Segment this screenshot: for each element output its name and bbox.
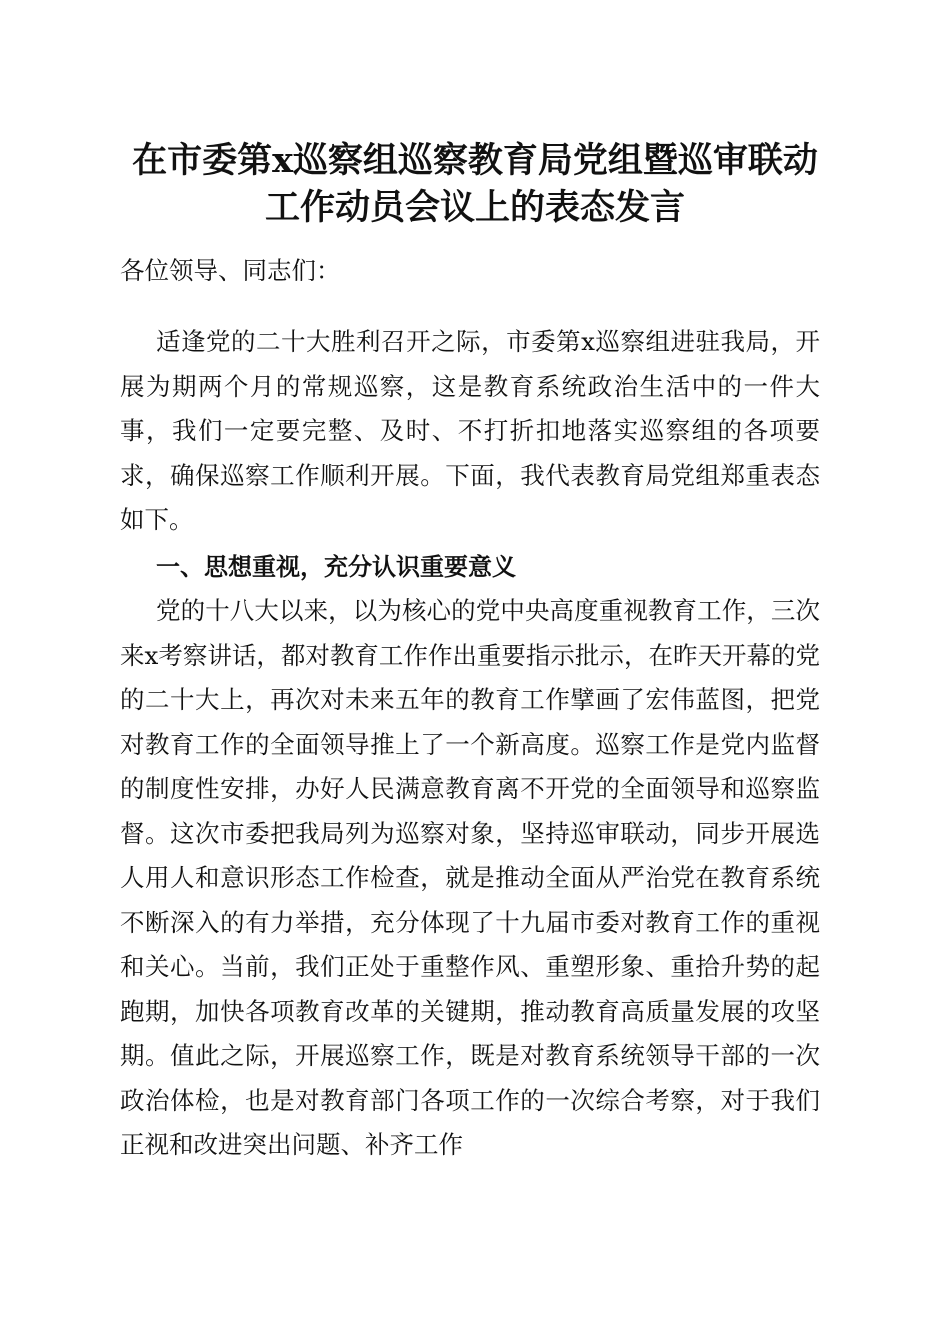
document-title-line-1: 在市委第x巡察组巡察教育局党组暨巡审联动 [132, 140, 818, 181]
document-title-line-2: 工作动员会议上的表态发言 [264, 187, 685, 228]
salutation: 各位领导、同志们： [120, 256, 341, 285]
section-heading-1: 一、思想重视，充分认识重要意义 [156, 553, 516, 581]
paragraph-opening: 适逢党的二十大胜利召开之际，市委第x巡察组进驻我局，开展为期两个月的常规巡察，这是教育系统政治生活中的一件大事，我们一定要完整、及时、不打折扣地落实巡察组的各项要求，确保巡察工作顺利开展。下面，我代表教育局党组郑重表态如下。 [120, 327, 820, 534]
paragraph-section-1: 党的十八大以来，以为核心的党中央高度重视教育工作，三次来x考察讲话，都对教育工作作出重要指示批示，在昨天开幕的党的二十大上，再次对未来五年的教育工作擘画了宏伟蓝图，把党对教育工作的全面领导推上了一个新高度。巡察工作是党内监督的制度性安排，办好人民满意教育离不开党的全面领导和巡察监督。这次市委把我局列为巡察对象，坚持巡审联动，同步开展选人用人和意识形态工作检查，就是推动全面从严治党在教育系统不断深入的有力举措，充分体现了十九届市委对教育工作的重视和关心。当前，我们正处于重整作风、重塑形象、重拾升势的起跑期，加快各项教育改革的关键期，推动教育高质量发展的攻坚期。值此之际，开展巡察工作，既是对教育系统领导干部的一次政治体检，也是对教育部门各项工作的一次综合考察，对于我们正视和改进突出问题、补齐工作 [120, 596, 820, 1159]
